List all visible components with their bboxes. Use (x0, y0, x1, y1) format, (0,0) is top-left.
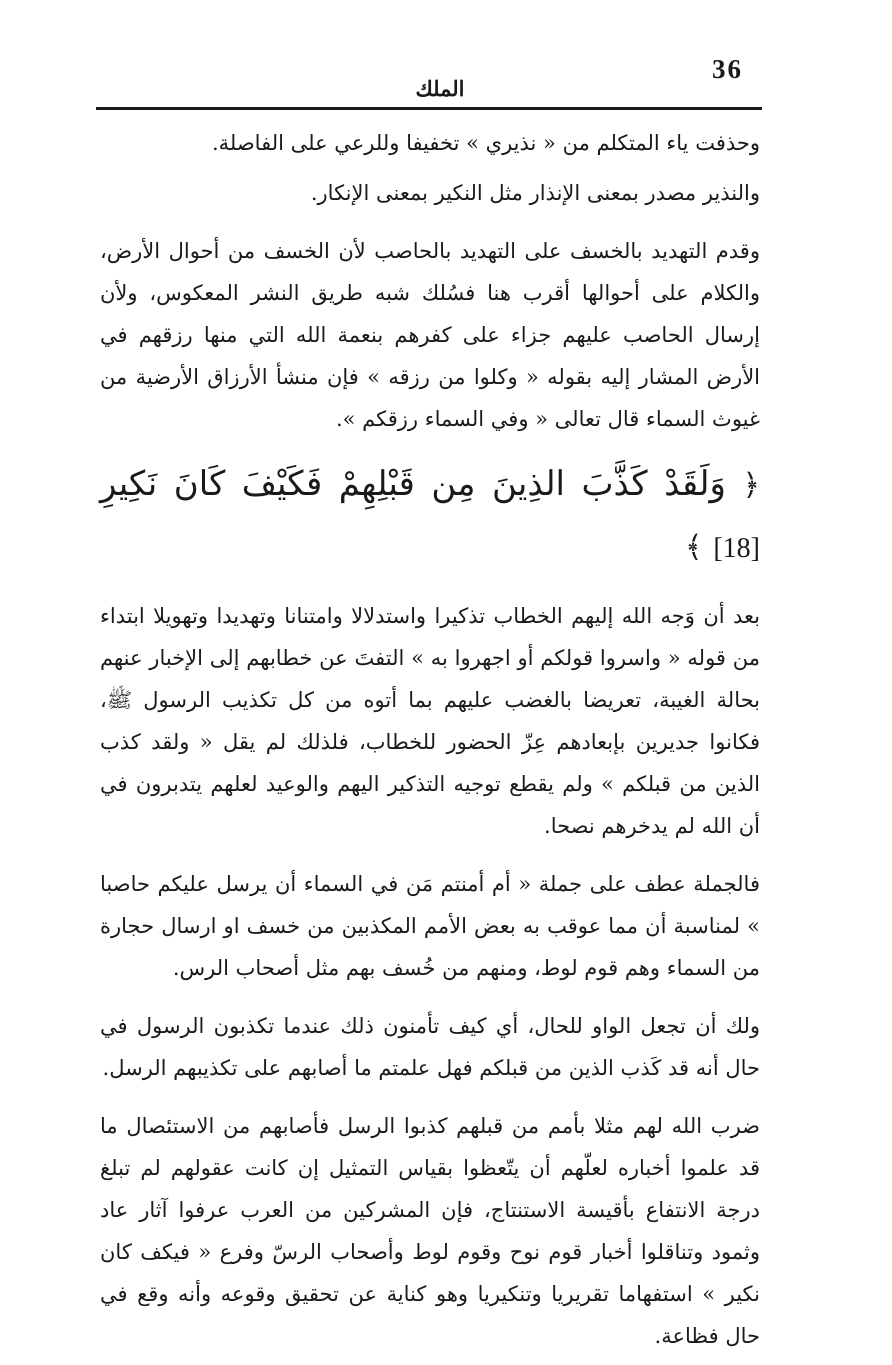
verse-text: وَلَقَدْ كَذَّبَ الذِينَ مِن قَبْلِهِمْ فَكَيْفَ كَانَ نَكِيرِ (100, 464, 726, 504)
paragraph-3: وقدم التهديد بالخسف على التهديد بالحاصب لأن الخسف من أحوال الأرض، والكلام على أحوالها أقرب هنا فسُلك شبه طريق النشر المعكوس، ولأن إرسال الحاصب عليهم جزاء على كفرهم بنعمة الله التي منها رزقهم في الأرض المشار إليه بقوله « وكلوا من رزقه » فإن منشأ الأرزاق الأرضية من غيوث السماء قال تعالى « وفي السماء رزقكم ». (100, 239, 760, 431)
header-rule (96, 107, 762, 110)
page-body (100, 122, 760, 1357)
running-title: الملك (415, 76, 465, 101)
verse-close-bracket: ﴾ (684, 530, 703, 565)
paragraph-7: ضرب الله لهم مثلا بأمم من قبلهم كذبوا الرسل فأصابهم من الاستئصال ما قد علموا أخباره لعلّهم أن يتّعظوا بقياس التمثيل إن كانت عقولهم لم تبلغ درجة الانتفاع بأقيسة الاستنتاج، فإن المشركين من العرب عرفوا آثار عاد وثمود وتناقلوا أخبار قوم نوح وقوم لوط وأصحاب الرسّ وفرع « فيكف كان نكير » استفهاما تقريريا وتنكيريا وهو كناية عن تحقيق وقوعه وأنه وقع في حال فظاعة. (100, 1114, 760, 1348)
verse-number: [18] (713, 533, 760, 564)
paragraph-2: والنذير مصدر بمعنى الإنذار مثل النكير بمعنى الإنكار. (310, 181, 760, 205)
page-number: 36 (712, 54, 743, 84)
quran-verse (100, 454, 760, 579)
paragraph-6: ولك أن تجعل الواو للحال، أي كيف تأمنون ذلك عندما تكذبون الرسول في حال أنه قد كَذب الذين من قبلكم فهل علمتم ما أصابهم على تكذيبهم الرسل. (100, 1014, 760, 1080)
paragraph-5: فالجملة عطف على جملة « أم أمنتم مَن في السماء أن يرسل عليكم حاصبا » لمناسبة أن مما عوقب به بعض الأمم المكذبين من خسف او ارسال حجارة من السماء وهم قوم لوط، ومنهم من خُسف بهم مثل أصحاب الرس. (100, 872, 760, 980)
paragraph-4: بعد أن وَجه الله إليهم الخطاب تذكيرا واستدلالا وامتنانا وتهديدا وتهويلا ابتداء من قوله « واسروا قولكم أو اجهروا به » التفتَ عن خطابهم إلى الإخبار عنهم بحالة الغيبة، تعريضا بالغضب عليهم بما أتوه من كل تكذيب الرسول ﷺ، فكانوا جديرين بإبعادهم عِزّ الحضور للخطاب، فلذلك لم يقل « ولقد كذب الذين من قبلكم » ولم يقطع توجيه التذكير اليهم والوعيد لعلهم يتدبرون في أن الله لم يدخرهم نصحا. (100, 604, 760, 838)
verse-open-bracket: ﴿ (742, 468, 761, 503)
paragraph-1: وحذفت ياء المتكلم من « نذيري » تخفيفا وللرعي على الفاصلة. (211, 131, 760, 155)
